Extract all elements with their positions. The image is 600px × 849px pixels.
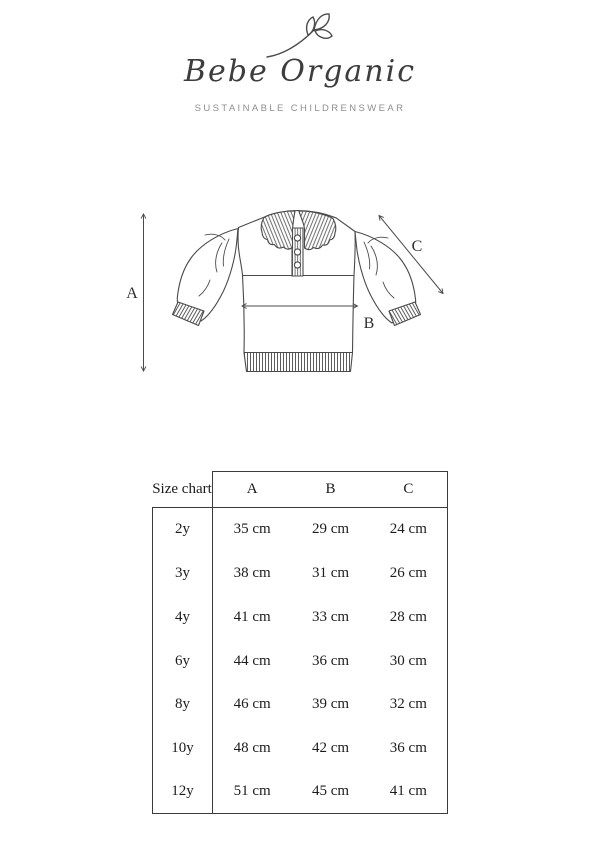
measurement-cell: 36 cm (370, 727, 448, 771)
brand-name: Bebe Organic (183, 54, 417, 89)
size-label: 2y (152, 508, 213, 552)
button (294, 249, 300, 255)
measurement-cell: 31 cm (311, 565, 350, 582)
button (294, 262, 300, 268)
size-label: 3y (152, 552, 213, 596)
column-header-a: A (213, 471, 291, 508)
measurement-cell: 24 cm (370, 508, 448, 552)
measurement-cell: 41 cm (233, 608, 271, 625)
measurement-cell: 39 cm (311, 696, 350, 713)
measurement-cell: 32 cm (370, 683, 448, 727)
sweater-drawing (173, 211, 421, 372)
size-label: 6y (152, 639, 213, 683)
measurement-cell: 51 cm (213, 770, 291, 814)
brand-tagline: SUSTAINABLE CHILDRENSWEAR (194, 103, 406, 114)
size-chart-corner-label: Size chart (152, 471, 213, 508)
measurement-cell: 38 cm (233, 565, 271, 582)
measurement-cell: 41 cm (370, 770, 448, 814)
measurement-cell: 35 cm (233, 521, 271, 538)
measurement-cell: 30 cm (370, 639, 448, 683)
measurement-cell: 48 cm (233, 740, 271, 757)
measurement-cell: 26 cm (370, 552, 448, 596)
dimension-a-label: A (126, 285, 138, 302)
size-label: 10y (152, 727, 213, 771)
measurement-cell: 28 cm (370, 595, 448, 639)
measurement-cell: 46 cm (233, 696, 271, 713)
size-label: 8y (152, 683, 213, 727)
button (294, 235, 300, 241)
size-label: 4y (152, 595, 213, 639)
dimension-c-label: C (411, 238, 423, 255)
measurement-cell: 33 cm (311, 608, 350, 625)
ribbed-hem (244, 353, 353, 372)
dimension-b-label: B (363, 315, 375, 332)
measurement-cell: 29 cm (311, 521, 350, 538)
measurement-cell: 45 cm (291, 770, 369, 814)
measurement-cell: 36 cm (311, 652, 350, 669)
size-label: 12y (152, 770, 213, 814)
column-header-c: C (370, 471, 448, 508)
column-header-b: B (291, 471, 369, 508)
measurement-cell: 44 cm (233, 652, 271, 669)
measurement-cell: 42 cm (311, 740, 350, 757)
size-chart-table (152, 471, 448, 814)
sweater-measurement-diagram (110, 190, 460, 390)
